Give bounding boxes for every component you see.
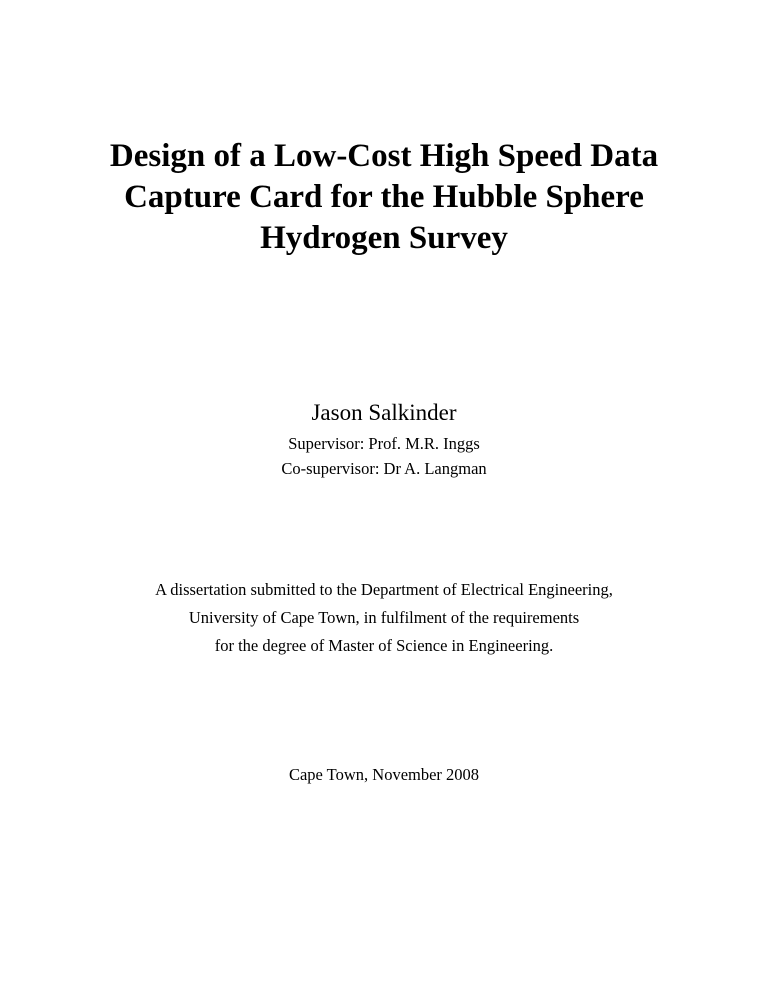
title-line: Hydrogen Survey bbox=[260, 220, 508, 256]
supervisor: Supervisor: Prof. M.R. Inggs bbox=[288, 434, 480, 453]
statement-line: University of Cape Town, in fulfilment of the requirements bbox=[188, 608, 580, 627]
statement-line: for the degree of Master of Science in Engineering. bbox=[214, 636, 554, 655]
title-line: Design of a Low-Cost High Speed Data bbox=[109, 138, 659, 174]
dissertation-title bbox=[0, 136, 768, 259]
author-name: Jason Salkinder bbox=[311, 400, 457, 425]
co-supervisor: Co-supervisor: Dr A. Langman bbox=[281, 459, 487, 478]
statement-line: A dissertation submitted to the Department of Electrical Engineering, bbox=[155, 580, 613, 599]
place-date: Cape Town, November 2008 bbox=[288, 765, 480, 784]
title-line: Capture Card for the Hubble Sphere bbox=[124, 179, 644, 215]
